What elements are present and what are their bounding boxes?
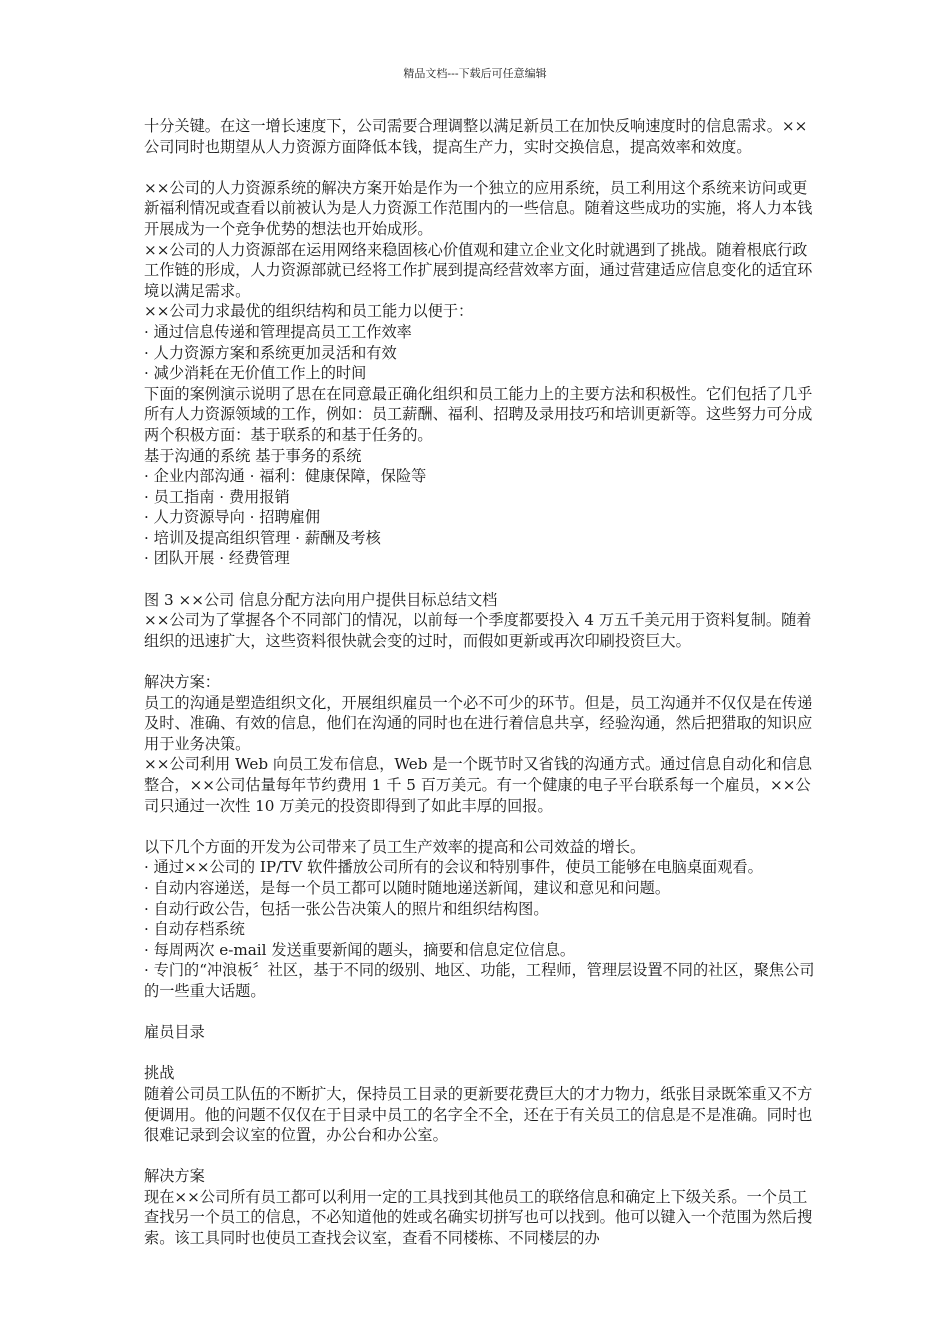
paragraph: · 专门的“冲浪板〞社区，基于不同的级别、地区、功能，工程师，管理层设置不同的社区，聚焦公司的一些重大话题。 — [144, 961, 815, 1000]
paragraph: · 减少消耗在无价值工作上的时间 — [144, 364, 367, 383]
paragraph: · 自动内容递送，是每一个员工都可以随时随地递送新闻，建议和意见和问题。 — [144, 878, 671, 897]
paragraph: 十分关键。在这一增长速度下，公司需要合理调整以满足新员工在加快反响速度时的信息需求。××公司同时也期望从人力资源方面降低本钱，提高生产力，实时交换信息，提高效率和效度。 — [144, 117, 808, 156]
paragraph: · 通过××公司的 IP/TV 软件播放公司所有的会议和特别事件，使员工能够在电脑桌面观看。 — [144, 858, 763, 877]
paragraph: 现在××公司所有员工都可以利用一定的工具找到其他员工的联络信息和确定上下级关系。一个员工查找另一个员工的信息，不必知道他的姓或名确实切拼写也可以找到。他可以键入一个范围为然后搜索。该工具同时也使员工查找会议室，查看不同楼栋、不同楼层的办 — [144, 1187, 813, 1248]
document-body — [144, 116, 816, 1249]
paragraph-gap — [144, 157, 816, 178]
paragraph: · 自动行政公告，包括一张公告决策人的照片和组织结构图。 — [144, 899, 549, 918]
page-header: 精品文档---下载后可任意编辑 — [403, 67, 547, 80]
paragraph: · 人力资源导向 · 招聘雇佣 — [144, 508, 321, 527]
paragraph: 解决方案 — [144, 1167, 205, 1186]
paragraph: 图 3 ××公司 信息分配方法向用户提供目标总结文档 — [144, 590, 498, 609]
paragraph: ××公司的人力资源系统的解决方案开始是作为一个独立的应用系统，员工利用这个系统来访问或更新福利情况或查看以前被认为是人力资源工作范围内的一些信息。随着这些成功的实施，将人力本钱开展成为一个竞争优势的想法也开始成形。 — [144, 178, 813, 238]
paragraph: · 人力资源方案和系统更加灵活和有效 — [144, 343, 397, 362]
paragraph: ××公司的人力资源部在运用网络来稳固核心价值观和建立企业文化时就遇到了挑战。随着根底行政工作链的形成，人力资源部就已经将工作扩展到提高经营效率方面，通过营建适应信息变化的适宜环境以满足需求。 — [144, 240, 813, 300]
paragraph-gap — [144, 569, 816, 590]
paragraph: · 团队开展 · 经费管理 — [144, 549, 290, 568]
paragraph: · 企业内部沟通 · 福利：健康保障，保险等 — [144, 467, 427, 486]
paragraph: ××公司利用 Web 向员工发布信息，Web 是一个既节时又省钱的沟通方式。通过信息自动化和信息整合，××公司估量每年节约费用 1 千 5 百万美元。有一个健康的电子平台联系每一个雇员，××公司只通过一次性 10 万美元的投资即得到了如此丰厚的回报。 — [144, 755, 813, 815]
paragraph: 雇员目录 — [144, 1023, 205, 1042]
paragraph: 下面的案例演示说明了思在在同意最正确化组织和员工能力上的主要方法和积极性。它们包括了几乎所有人力资源领域的工作，例如：员工薪酬、福利、招聘及录用技巧和培训更新等。这些努力可分成两个积极方面：基于联系的和基于任务的。 — [144, 384, 813, 444]
paragraph-gap — [144, 1043, 816, 1064]
paragraph: · 每周两次 e-mail 发送重要新闻的题头，摘要和信息定位信息。 — [144, 940, 576, 959]
paragraph: 员工的沟通是塑造组织文化，开展组织雇员一个必不可少的环节。但是，员工沟通并不仅仅是在传递及时、准确、有效的信息，他们在沟通的同时也在进行着信息共享，经验沟通，然后把猎取的知识应用于业务决策。 — [144, 693, 813, 753]
paragraph: · 培训及提高组织管理 · 薪酬及考核 — [144, 528, 381, 547]
paragraph: ××公司力求最优的组织结构和员工能力以便于： — [144, 302, 474, 321]
paragraph: · 自动存档系统 — [144, 920, 245, 939]
paragraph-gap — [144, 1002, 816, 1023]
paragraph: 基于沟通的系统 基于事务的系统 — [144, 446, 362, 465]
paragraph-gap — [144, 816, 816, 837]
paragraph: 以下几个方面的开发为公司带来了员工生产效率的提高和公司效益的增长。 — [144, 837, 646, 856]
paragraph: · 通过信息传递和管理提高员工工作效率 — [144, 322, 412, 341]
paragraph-gap — [144, 1146, 816, 1167]
paragraph: 随着公司员工队伍的不断扩大，保持员工目录的更新要花费巨大的才力物力，纸张目录既笨重又不方便调用。他的问题不仅仅在于目录中员工的名字全不全，还在于有关员工的信息是不是准确。同时也很难记录到会议室的位置，办公台和办公室。 — [144, 1084, 813, 1145]
paragraph: ××公司为了掌握各个不同部门的情况，以前每一个季度都要投入 4 万五千美元用于资料复制。随着组织的迅速扩大，这些资料很快就会变的过时，而假如更新或再次印刷投资巨大。 — [144, 611, 812, 650]
paragraph-gap — [144, 651, 816, 672]
paragraph: 解决方案： — [144, 673, 220, 692]
paragraph: · 员工指南 · 费用报销 — [144, 487, 290, 506]
paragraph: 挑战 — [144, 1064, 175, 1083]
